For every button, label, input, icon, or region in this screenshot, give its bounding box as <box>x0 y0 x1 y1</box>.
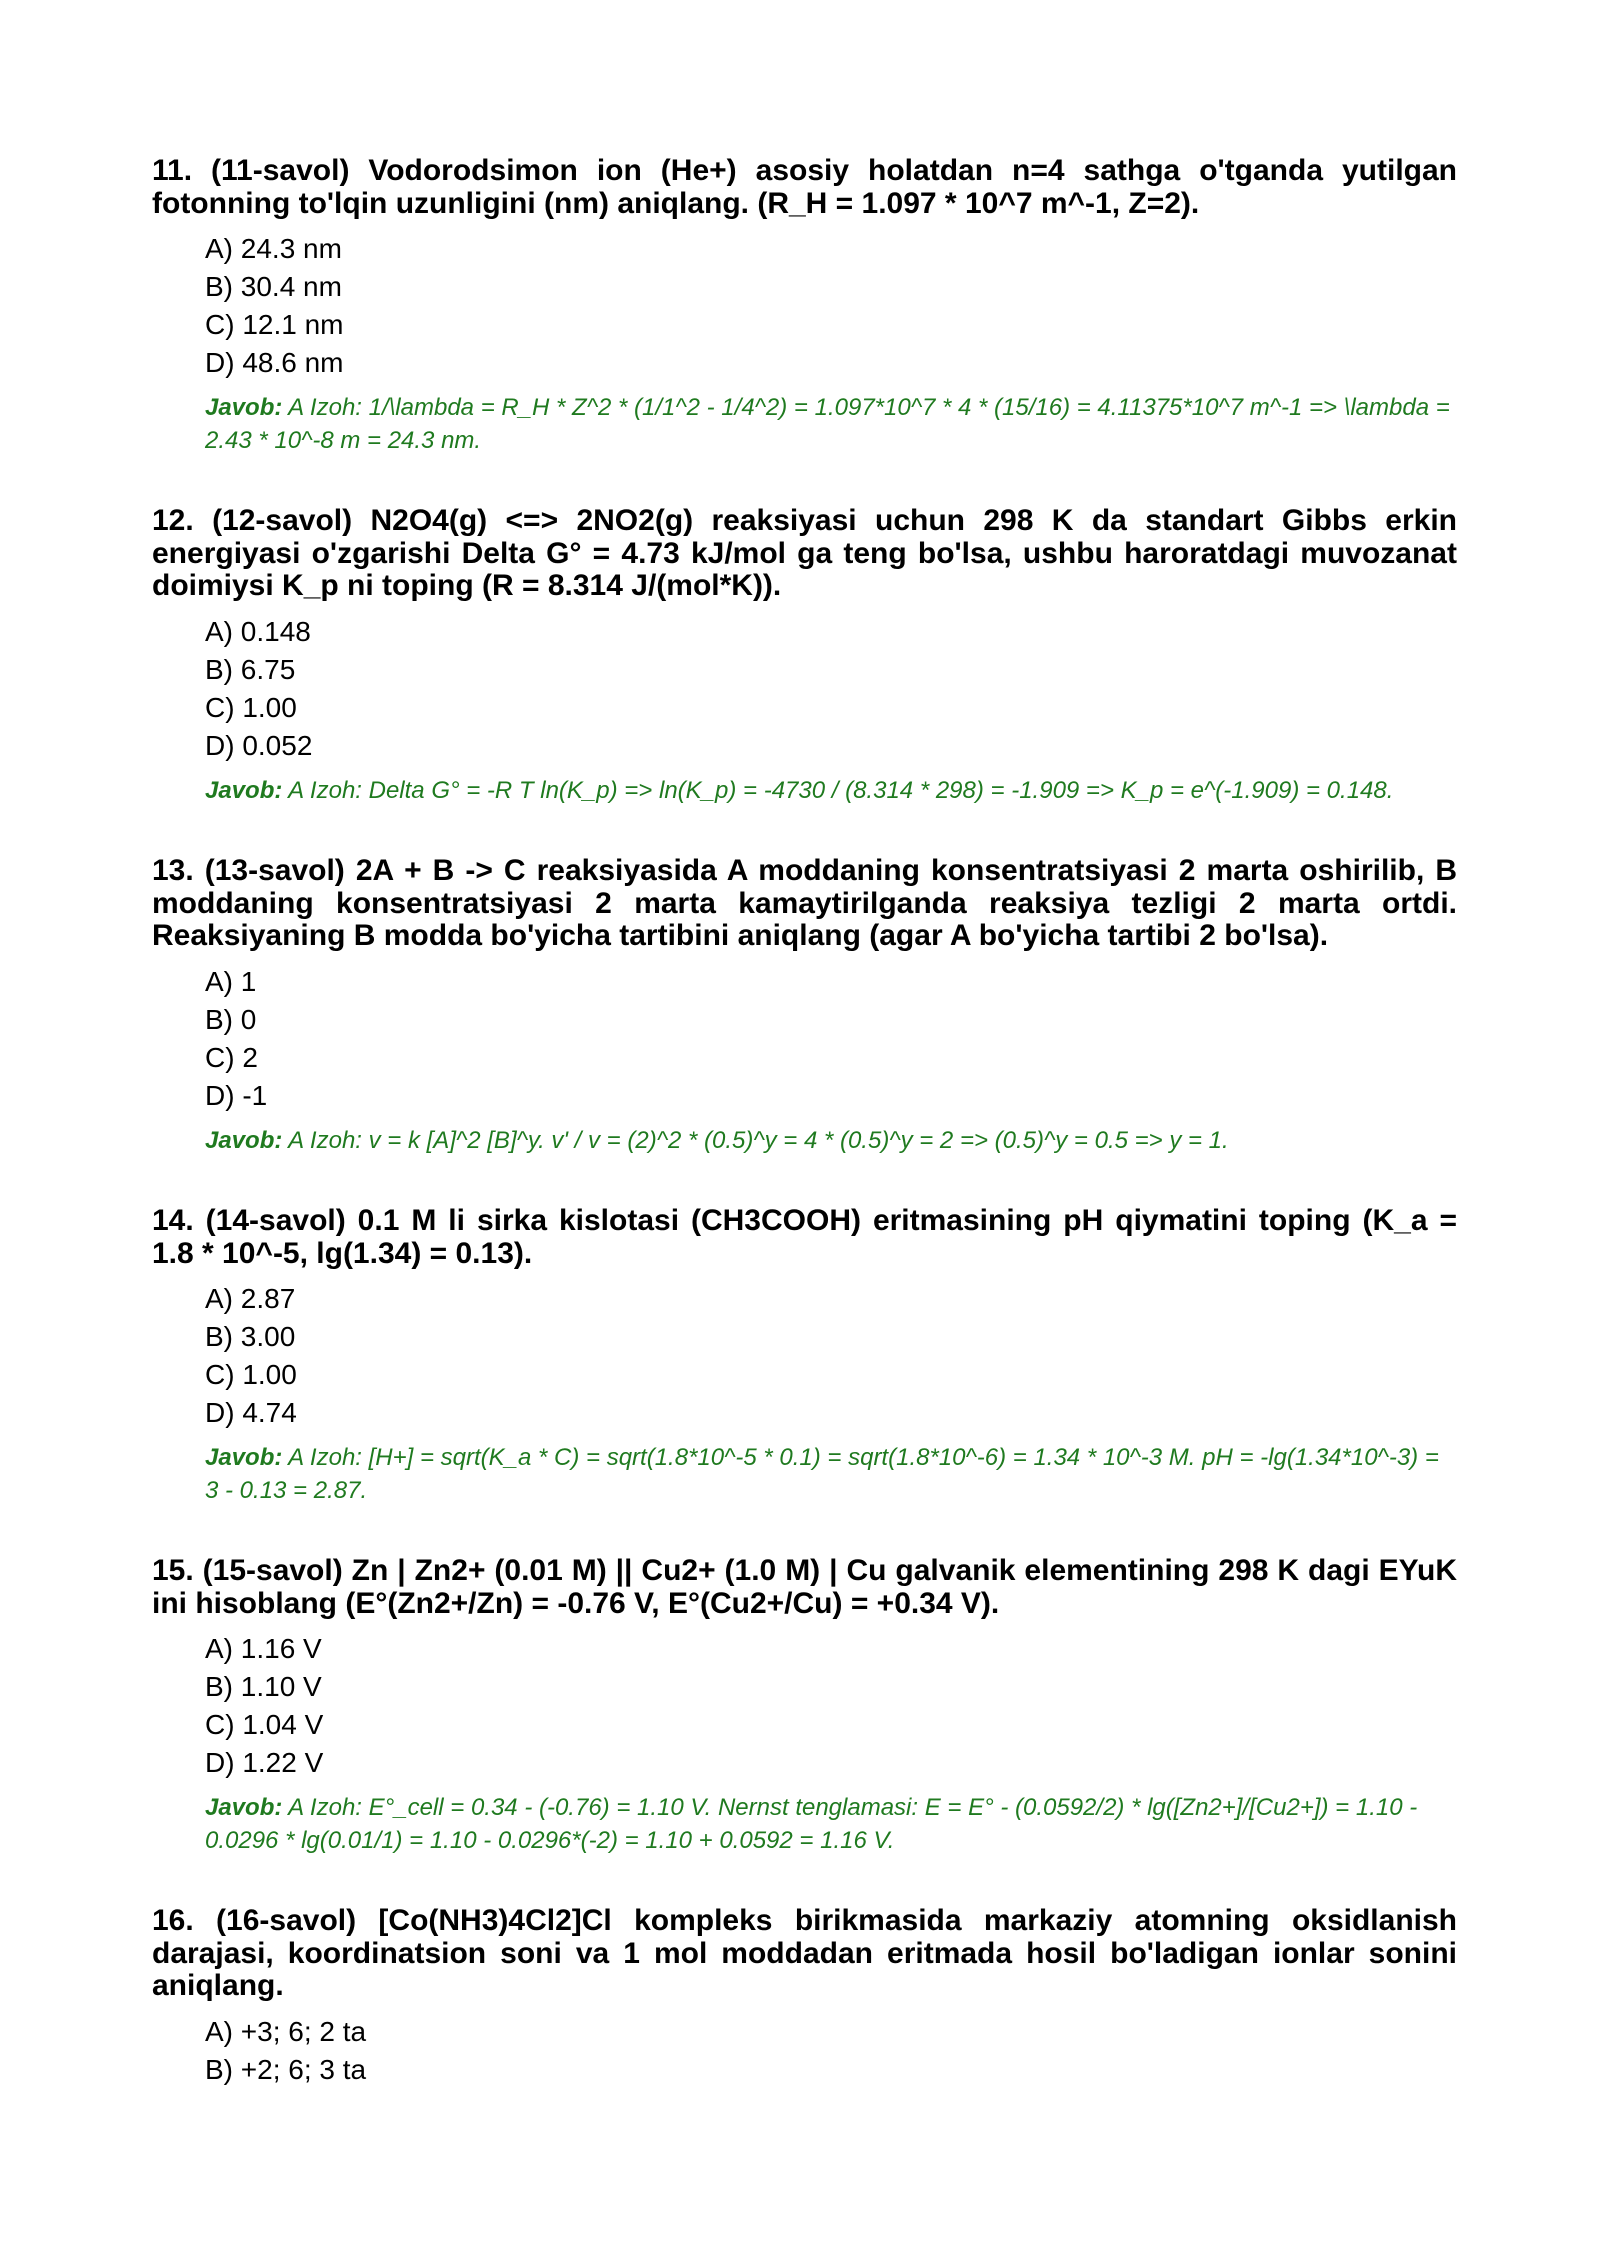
answer-text: A Izoh: Delta G° = -R T ln(K_p) => ln(K_p) = -4730 / (8.314 * 298) = -1.909 => K_p = e^(-1.909) = 0.148. <box>282 776 1394 804</box>
answer-label: Javob: <box>205 1444 283 1471</box>
answer-text: A Izoh: E°_cell = 0.34 - (-0.76) = 1.10 V. Nernst tenglamasi: E = E° - (0.0592/2) * lg([Zn2+]/[Cu2+]) = 1.10 - 0.0296 * lg(0.01/1) = 1.10 - 0.0296*(-2) = 1.10 + 0.0592 = 1.16 V. <box>205 1794 1418 1854</box>
option-a: A) 1.16 V <box>205 1633 322 1664</box>
answer-explanation <box>205 1442 1457 1507</box>
answer-label: Javob: <box>205 394 283 421</box>
options-list <box>205 963 1457 1115</box>
option-d: D) 1.22 V <box>205 1747 324 1778</box>
option-a: A) 2.87 <box>205 1283 296 1314</box>
option-b: B) 30.4 nm <box>205 271 342 302</box>
option-b: B) 6.75 <box>205 653 296 685</box>
option-b: B) 3.00 <box>205 1321 296 1352</box>
options-list <box>205 1630 1457 1782</box>
question-15 <box>152 1555 1457 1857</box>
answer-explanation <box>205 1125 1457 1158</box>
options-list <box>205 613 1457 765</box>
question-text: 12. (12-savol) N2O4(g) <=> 2NO2(g) reaksiyasi uchun 298 K da standart Gibbs erkin energiyasi o'zgarishi Delta G° = 4.73 kJ/mol ga teng bo'lsa, ushbu haroratdagi muvozanat doimiysi K_p ni toping (R = 8.314 J/(mol*K)). <box>152 504 1457 602</box>
option-b: B) +2; 6; 3 ta <box>205 2053 367 2085</box>
question-12 <box>152 505 1457 807</box>
document-page <box>152 155 1457 2089</box>
option-d: D) 4.74 <box>205 1397 297 1428</box>
option-d: D) 0.052 <box>205 729 313 761</box>
answer-explanation <box>205 392 1457 457</box>
question-text: 15. (15-savol) Zn | Zn2+ (0.01 M) || Cu2+ (1.0 M) | Cu galvanik elementining 298 K dagi EYuK ini hisoblang (E°(Zn2+/Zn) = -0.76 V, E°(Cu2+/Cu) = +0.34 V). <box>152 1554 1457 1620</box>
question-text: 11. (11-savol) Vodorodsimon ion (He+) asosiy holatdan n=4 sathga o'tganda yutilgan fotonning to'lqin uzunligini (nm) aniqlang. (R_H = 1.097 * 10^7 m^-1, Z=2). <box>152 154 1457 220</box>
question-13 <box>152 855 1457 1157</box>
answer-label: Javob: <box>205 776 283 804</box>
option-d: D) -1 <box>205 1079 268 1111</box>
option-a: A) 1 <box>205 965 257 997</box>
question-16 <box>152 1905 1457 2089</box>
option-c: C) 1.00 <box>205 691 297 723</box>
question-text: 14. (14-savol) 0.1 M li sirka kislotasi (CH3COOH) eritmasining pH qiymatini toping (K_a = 1.8 * 10^-5, lg(1.34) = 0.13). <box>152 1204 1457 1270</box>
question-text: 16. (16-savol) [Co(NH3)4Cl2]Cl kompleks birikmasida markaziy atomning oksidlanish darajasi, koordinatsion soni va 1 mol moddadan eritmada hosil bo'ladigan ionlar sonini aniqlang. <box>152 1904 1457 2002</box>
option-c: C) 2 <box>205 1041 258 1073</box>
option-a: A) 24.3 nm <box>205 233 342 264</box>
option-c: C) 1.04 V <box>205 1709 324 1740</box>
answer-label: Javob: <box>205 1794 283 1821</box>
question-11 <box>152 155 1457 457</box>
option-b: B) 0 <box>205 1003 257 1035</box>
options-list <box>205 230 1457 382</box>
question-14 <box>152 1205 1457 1507</box>
options-list <box>205 1280 1457 1432</box>
question-text: 13. (13-savol) 2A + B -> C reaksiyasida A moddaning konsentratsiyasi 2 marta oshirilib, B moddaning konsentratsiyasi 2 marta kamaytirilganda reaksiya tezligi 2 marta ortdi. Reaksiyaning B modda bo'yicha tartibini aniqlang (agar A bo'yicha tartibi 2 bo'lsa). <box>152 854 1457 952</box>
options-list <box>205 2013 1457 2089</box>
option-c: C) 1.00 <box>205 1359 297 1390</box>
option-b: B) 1.10 V <box>205 1671 322 1702</box>
answer-text: A Izoh: v = k [A]^2 [B]^y. v' / v = (2)^2 * (0.5)^y = 4 * (0.5)^y = 2 => (0.5)^y = 0.5 => y = 1. <box>282 1126 1229 1154</box>
option-a: A) 0.148 <box>205 615 311 647</box>
answer-text: A Izoh: 1/\lambda = R_H * Z^2 * (1/1^2 - 1/4^2) = 1.097*10^7 * 4 * (15/16) = 4.11375*10^7 m^-1 => \lambda = 2.43 * 10^-8 m = 24.3 nm. <box>205 394 1450 454</box>
option-d: D) 48.6 nm <box>205 347 344 378</box>
answer-text: A Izoh: [H+] = sqrt(K_a * C) = sqrt(1.8*10^-5 * 0.1) = sqrt(1.8*10^-6) = 1.34 * 10^-3 M. pH = -lg(1.34*10^-3) = 3 - 0.13 = 2.87. <box>205 1444 1439 1504</box>
option-a: A) +3; 6; 2 ta <box>205 2015 367 2047</box>
answer-explanation <box>205 775 1457 808</box>
answer-label: Javob: <box>205 1126 283 1154</box>
answer-explanation <box>205 1792 1457 1857</box>
option-c: C) 12.1 nm <box>205 309 344 340</box>
